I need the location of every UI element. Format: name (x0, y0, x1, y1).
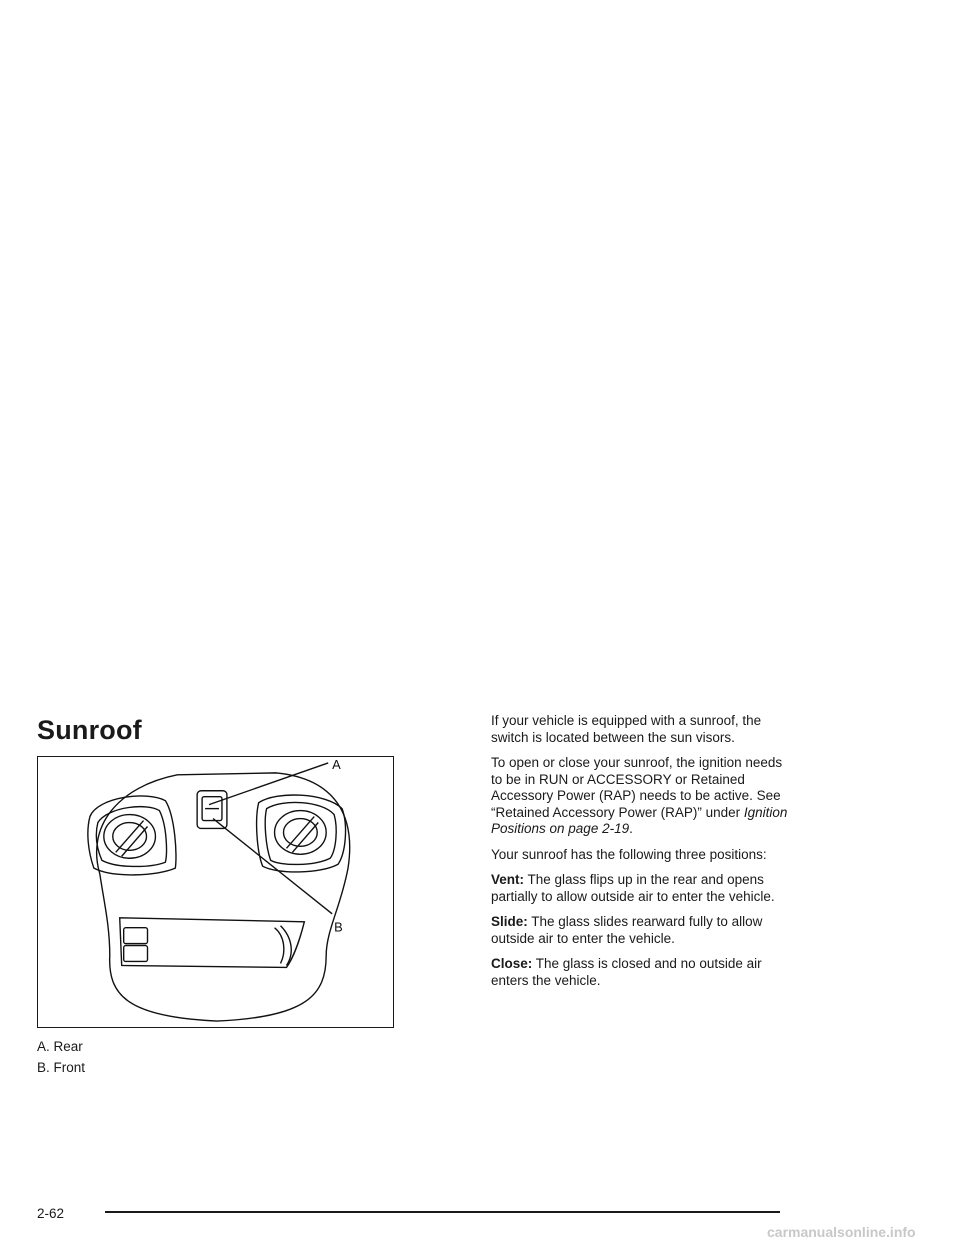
position-term: Vent: (491, 872, 525, 887)
ignition-positions-ref: Ignition Positions on page 2-19 (491, 804, 788, 836)
ignition-period: . (629, 821, 633, 836)
ignition-paragraph (491, 755, 791, 838)
page-number: 2-62 (37, 1206, 65, 1221)
label-a: A (332, 757, 341, 772)
section-title: Sunroof (37, 715, 142, 745)
position-text: The glass flips up in the rear and opens partially to allow outside air to enter the vehicle. (491, 872, 775, 904)
watermark: carmanualsonline.info (767, 1224, 916, 1240)
caption-a: A. Rear (37, 1039, 83, 1054)
ignition-text: To open or close your sunroof, the ignition needs to be in RUN or ACCESSORY or Retained Accessory Power (RAP) needs to be active. See “Retained Accessory Power (RAP)” under (491, 755, 783, 820)
position-slide (491, 914, 791, 947)
position-vent (491, 872, 791, 905)
position-term: Close: (491, 956, 533, 971)
figure-captions (37, 1036, 85, 1078)
intro-paragraph: If your vehicle is equipped with a sunroof, the switch is located between the sun visors. (491, 713, 762, 745)
positions-intro: Your sunroof has the following three positions: (491, 846, 767, 862)
caption-b: B. Front (37, 1060, 86, 1075)
position-term: Slide: (491, 914, 528, 929)
position-text: The glass slides rearward fully to allow outside air to enter the vehicle. (491, 914, 763, 946)
sunroof-text (491, 713, 791, 998)
position-text: The glass is closed and no outside air enters the vehicle. (491, 956, 762, 988)
position-close (491, 956, 791, 989)
sunroof-switch-illustration (37, 756, 394, 1028)
label-b: B (334, 919, 343, 935)
overhead-console-drawing (38, 757, 393, 1027)
footer-rule (105, 1211, 780, 1213)
